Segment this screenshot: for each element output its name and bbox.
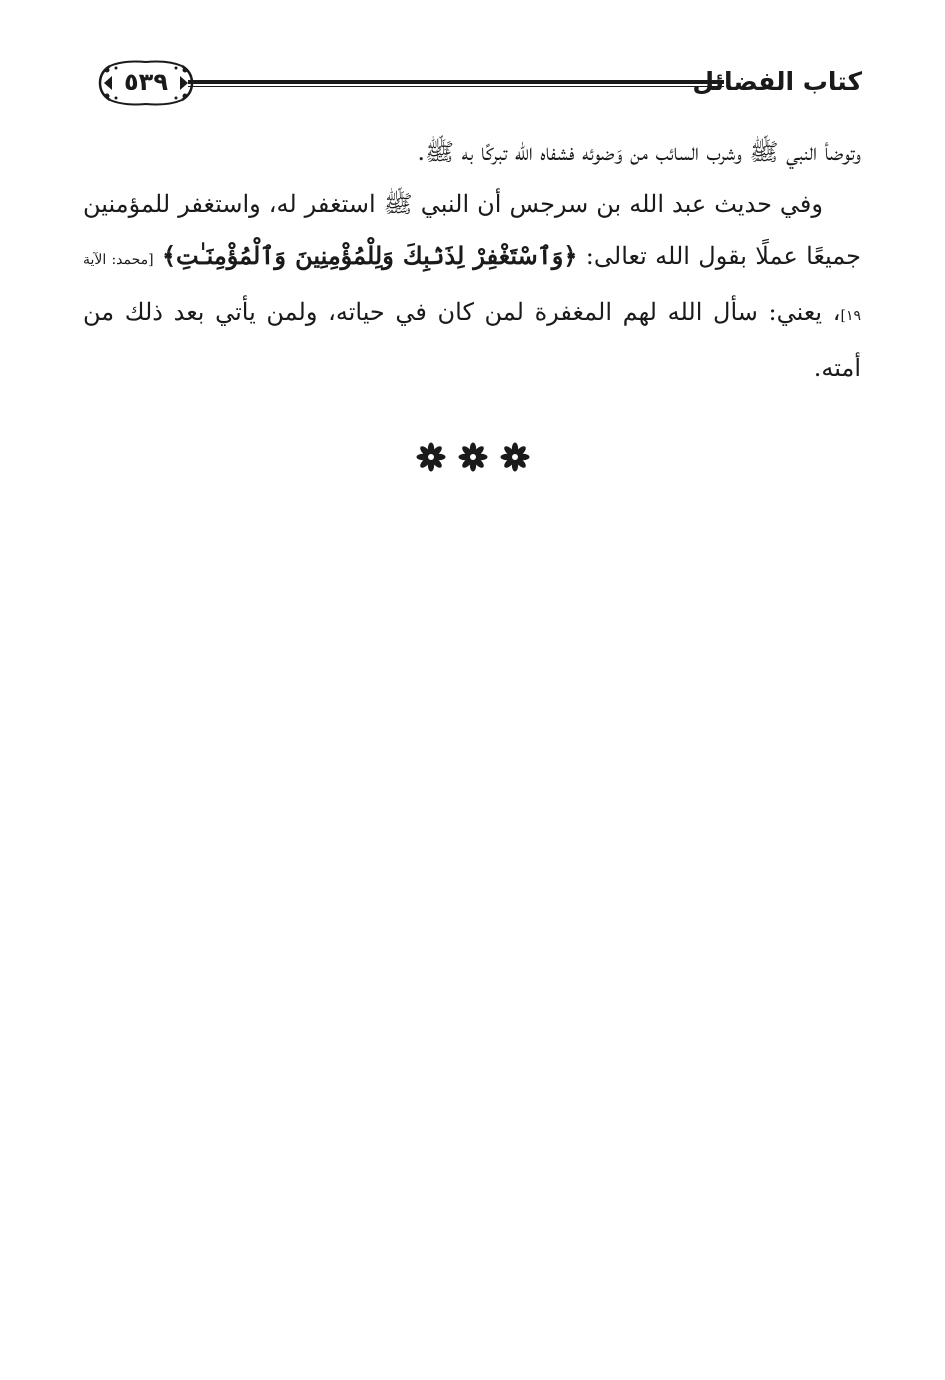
quran-verse: ﴿وَٱسْتَغْفِرْ لِذَنۢبِكَ وَلِلْمُؤْمِنِينَ وَٱلْمُؤْمِنَـٰتِ﴾ xyxy=(161,241,578,270)
header-rule xyxy=(188,80,724,87)
paragraph-2-rest: ، يعني: سأل الله لهم المغفرة لمن كان في حياته، ولمن يأتي بعد ذلك من أمته. xyxy=(83,298,861,382)
book-title: كتاب الفضائل xyxy=(692,67,862,96)
verse-reference: [محمد: الآية ١٩] xyxy=(83,252,861,324)
paragraph-2-intro: وفي حديث عبد الله بن سرجس أن النبي ﷺ استغفر له، واستغفر للمؤمنين جميعًا عملًا بقول الله تعالى: xyxy=(83,190,861,270)
star-flower-icon xyxy=(416,442,446,472)
page-header xyxy=(96,58,862,108)
page-number-badge xyxy=(96,58,196,108)
star-flower-icon xyxy=(500,442,530,472)
section-separator xyxy=(0,442,945,482)
star-flower-icon xyxy=(458,442,488,472)
paragraph-2 xyxy=(83,178,861,394)
page-body xyxy=(83,126,861,394)
paragraph-1: وتوضأ النبي ﷺ وشرب السائب من وَضوئه فشفاه الله تبركًا به ﷺ. xyxy=(417,138,861,166)
page-number: ٥٣٩ xyxy=(124,68,168,96)
